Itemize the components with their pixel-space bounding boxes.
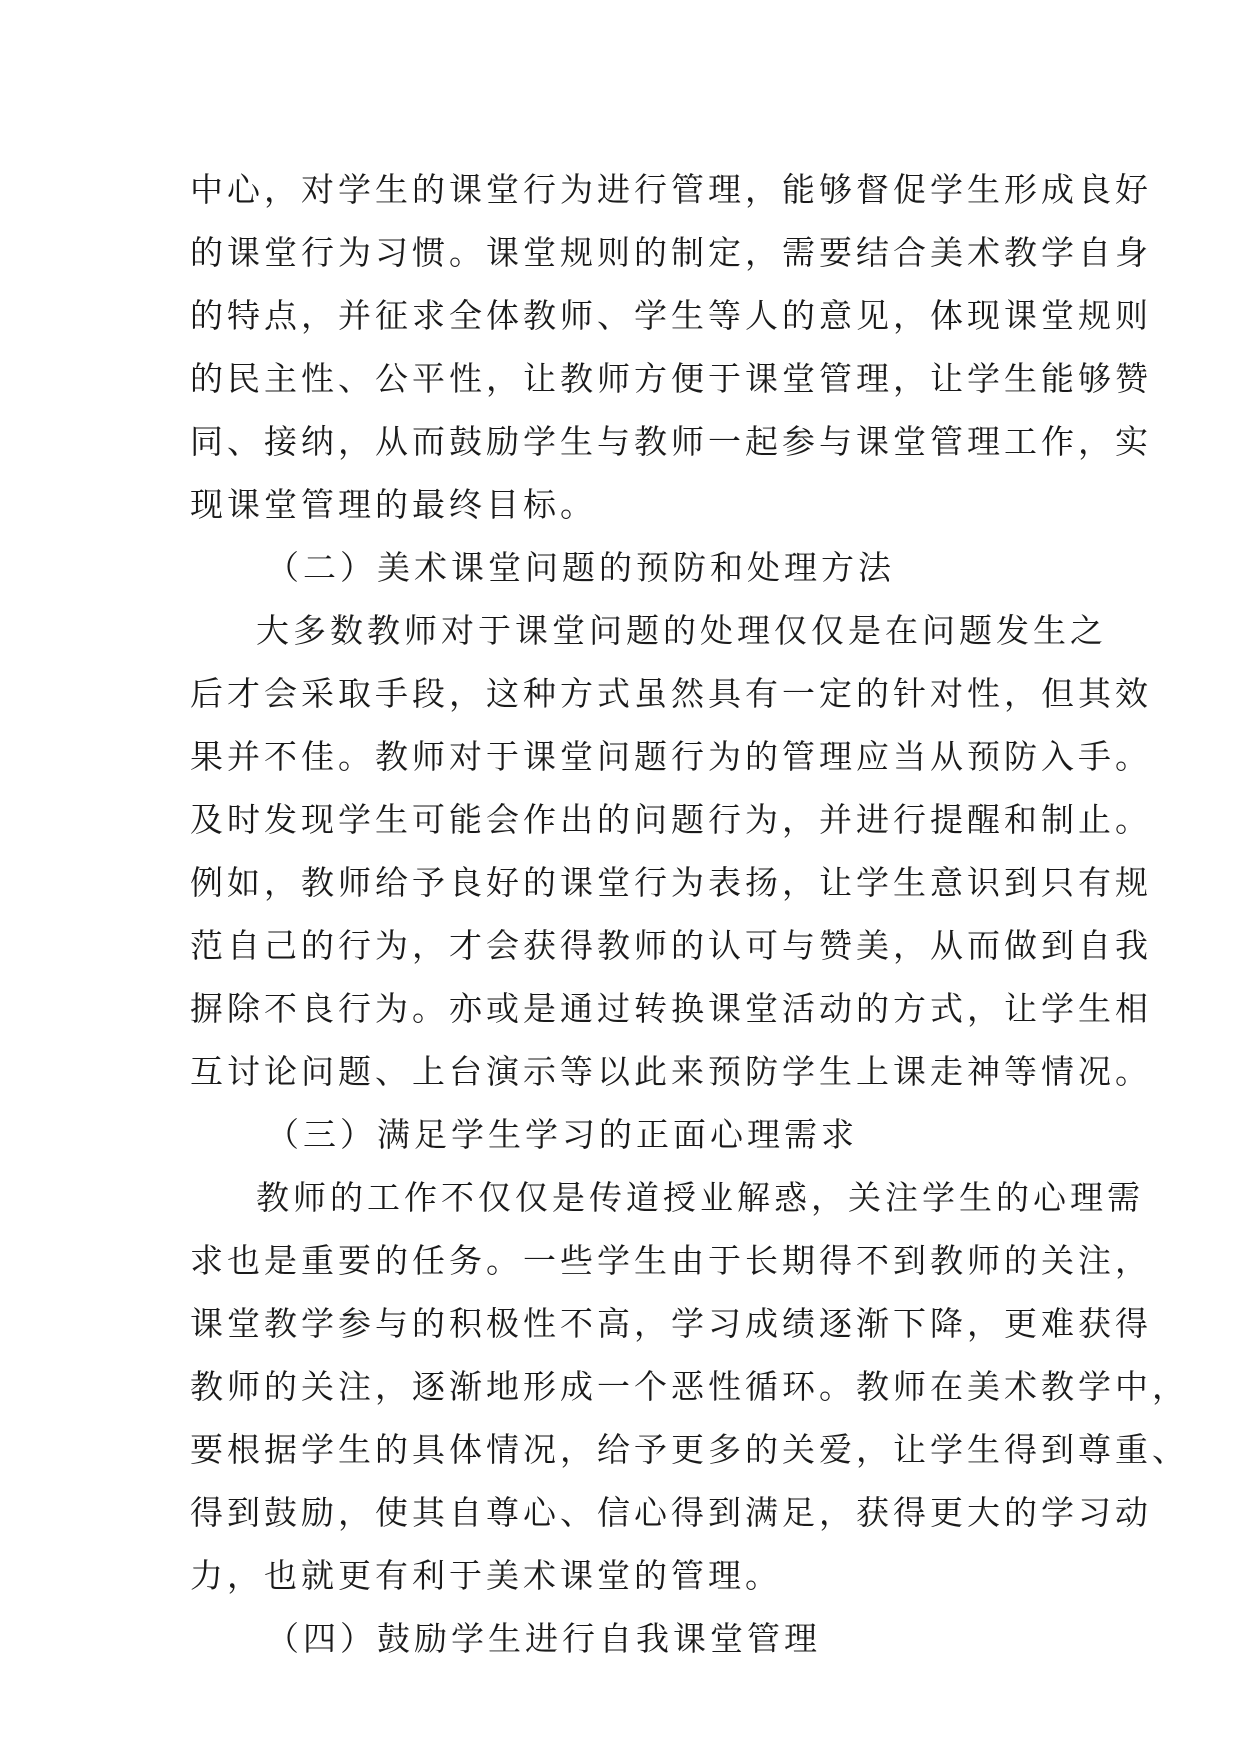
text-line: 的民主性、公平性，让教师方便于课堂管理，让学生能够赞 [190, 359, 1152, 398]
text-line: 后才会采取手段，这种方式虽然具有一定的针对性，但其效 [190, 674, 1152, 713]
text-line: 现课堂管理的最终目标。 [190, 485, 597, 524]
body-text [190, 158, 1189, 1670]
text-line: 得到鼓励，使其自尊心、信心得到满足，获得更大的学习动 [190, 1493, 1152, 1532]
text-line: 例如，教师给予良好的课堂行为表扬，让学生意识到只有规 [190, 863, 1152, 902]
text-line: 教师的关注，逐渐地形成一个恶性循环。教师在美术教学中， [190, 1367, 1189, 1406]
text-line: 摒除不良行为。亦或是通过转换课堂活动的方式，让学生相 [190, 989, 1152, 1028]
section-heading: （四）鼓励学生进行自我课堂管理 [266, 1619, 821, 1658]
text-line: 范自己的行为，才会获得教师的认可与赞美，从而做到自我 [190, 926, 1152, 965]
text-line: 中心，对学生的课堂行为进行管理，能够督促学生形成良好 [190, 170, 1152, 209]
text-line: 力，也就更有利于美术课堂的管理。 [190, 1556, 782, 1595]
text-line: 同、接纳，从而鼓励学生与教师一起参与课堂管理工作，实 [190, 422, 1152, 461]
text-line: 及时发现学生可能会作出的问题行为，并进行提醒和制止。 [190, 800, 1152, 839]
text-line: 的特点，并征求全体教师、学生等人的意见，体现课堂规则 [190, 296, 1152, 335]
section-heading: （三）满足学生学习的正面心理需求 [266, 1115, 858, 1154]
text-line: 课堂教学参与的积极性不高，学习成绩逐渐下降，更难获得 [190, 1304, 1152, 1343]
paragraph-first-line: 教师的工作不仅仅是传道授业解惑，关注学生的心理需 [256, 1178, 1144, 1217]
text-line: 的课堂行为习惯。课堂规则的制定，需要结合美术教学自身 [190, 233, 1152, 272]
text-line: 互讨论问题、上台演示等以此来预防学生上课走神等情况。 [190, 1052, 1152, 1091]
section-heading: （二）美术课堂问题的预防和处理方法 [266, 548, 895, 587]
text-line: 要根据学生的具体情况，给予更多的关爱，让学生得到尊重、 [190, 1430, 1189, 1469]
text-line: 求也是重要的任务。一些学生由于长期得不到教师的关注， [190, 1241, 1152, 1280]
text-line: 果并不佳。教师对于课堂问题行为的管理应当从预防入手。 [190, 737, 1152, 776]
paragraph-first-line: 大多数教师对于课堂问题的处理仅仅是在问题发生之 [256, 611, 1107, 650]
